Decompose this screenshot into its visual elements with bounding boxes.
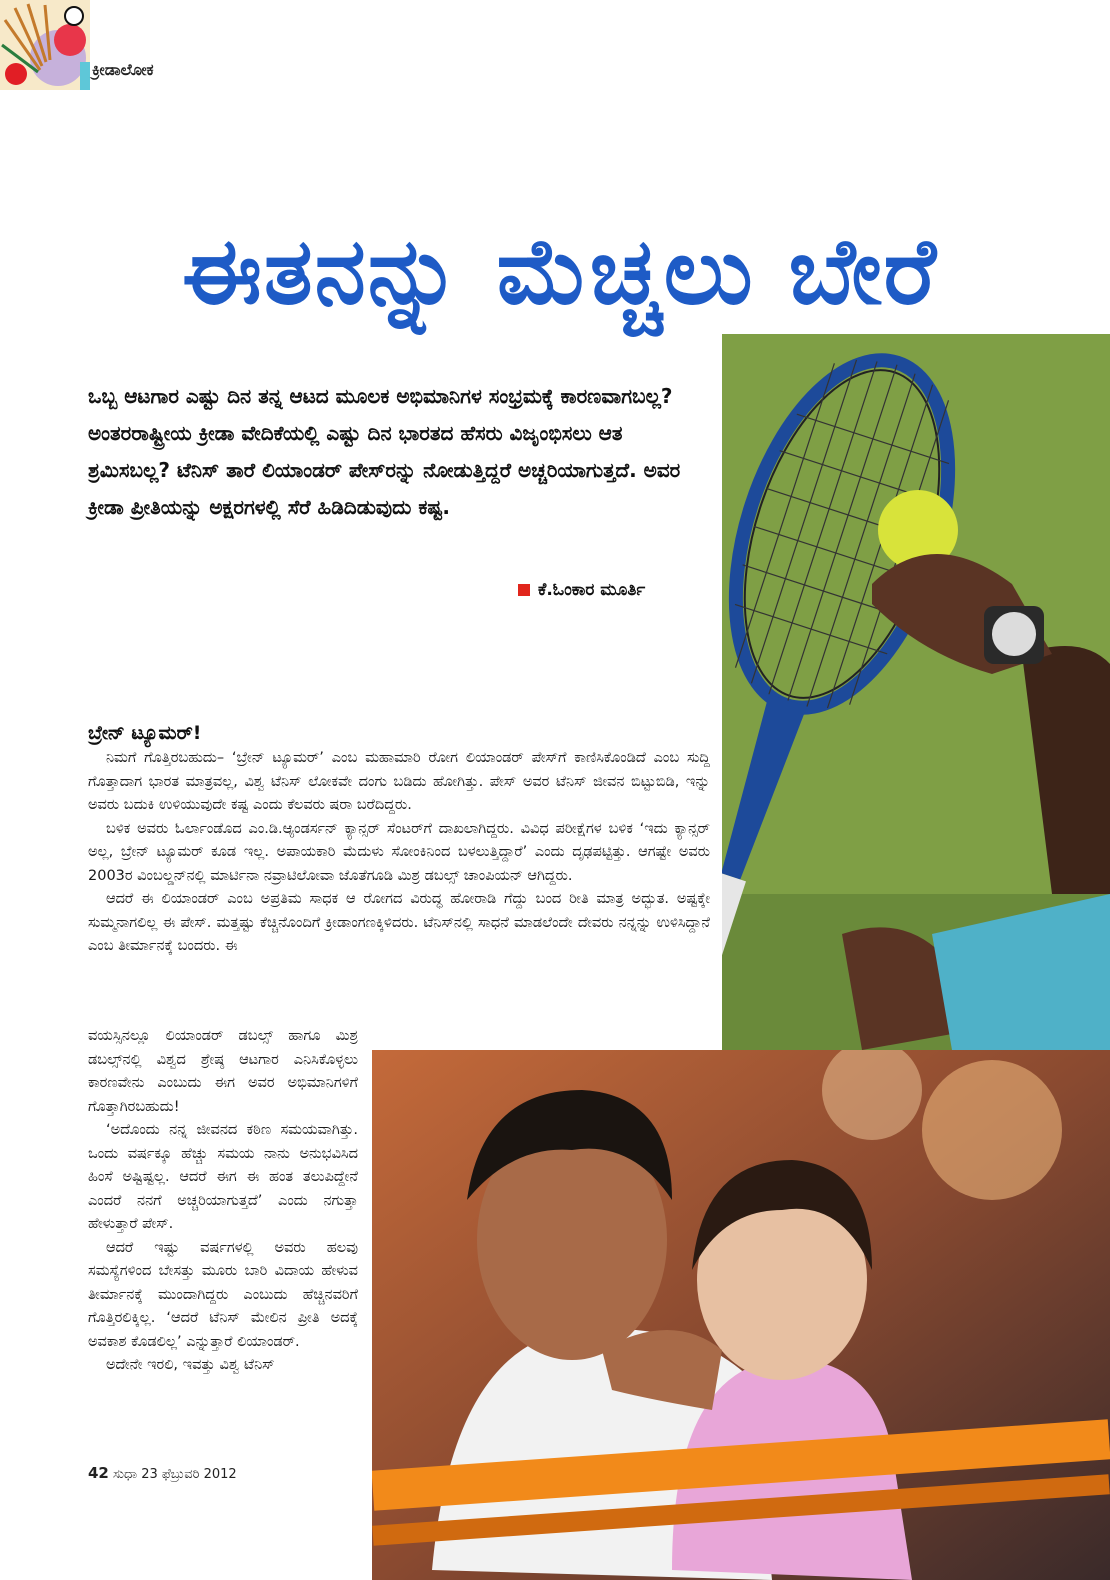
body-paragraph: ಆದರೆ ಇಷ್ಟು ವರ್ಷಗಳಲ್ಲಿ ಅವರು ಹಲವು ಸಮಸ್ಯೆಗಳಿಂದ ಬೇಸತ್ತು ಮೂರು ಬಾರಿ ವಿದಾಯ ಹೇಳುವ ತೀರ್ಮಾನಕ್ಕೆ ಮುಂದಾಗಿದ್ದರು ಎಂಬುದು ಹೆಚ್ಚಿನವರಿಗೆ ಗೊತ್ತಿರಲಿಕ್ಕಿಲ್ಲ. ‘ಆದರೆ ಟೆನಿಸ್ ಮೇಲಿನ ಪ್ರೀತಿ ಅದಕ್ಕೆ ಅವಕಾಶ ಕೊಡಲಿಲ್ಲ’ ಎನ್ನುತ್ತಾರೆ ಲಿಯಾಂಡರ್. — [88, 1239, 358, 1350]
lede-text: ಒಬ್ಬ ಆಟಗಾರ ಎಷ್ಟು ದಿನ ತನ್ನ ಆಟದ ಮೂಲಕ ಅಭಿಮಾನಿಗಳ ಸಂಭ್ರಮಕ್ಕೆ ಕಾರಣವಾಗಬಲ್ಲ? ಅಂತರರಾಷ್ಟ್ರೀಯ ಕ್ರೀಡಾ ವೇದಿಕೆಯಲ್ಲಿ ಎಷ್ಟು ದಿನ ಭಾರತದ ಹೆಸರು ವಿಜೃಂಭಿಸಲು ಆತ ಶ್ರಮಿಸಬಲ್ಲ? ಟೆನಿಸ್ ತಾರೆ ಲಿಯಾಂಡರ್ ಪೇಸ್‌ರನ್ನು ನೋಡುತ್ತಿದ್ದರೆ ಅಚ್ಚರಿಯಾಗುತ್ತದೆ. ಅವರ ಕ್ರೀಡಾ ಪ್ರೀತಿಯನ್ನು ಅಕ್ಷರಗಳಲ್ಲಿ ಸೆರೆ ಹಿಡಿದಿಡುವುದು ಕಷ್ಟ. — [88, 384, 681, 519]
byline — [518, 580, 645, 600]
body-paragraph: ಆದರೆ ಈ ಲಿಯಾಂಡರ್ ಎಂಬ ಅಪ್ರತಿಮ ಸಾಧಕ ಆ ರೋಗದ ವಿರುದ್ಧ ಹೋರಾಡಿ ಗೆದ್ದು ಬಂದ ರೀತಿ ಮಾತ್ರ ಅದ್ಭುತ. ಅಷ್ಟಕ್ಕೇ ಸುಮ್ಮನಾಗಲಿಲ್ಲ ಈ ಪೇಸ್. ಮತ್ತಷ್ಟು ಕೆಚ್ಚಿನೊಂದಿಗೆ ಕ್ರೀಡಾಂಗಣಕ್ಕಿಳಿದರು. ಟೆನಿಸ್‌ನಲ್ಲಿ ಸಾಧನೆ ಮಾಡಲೆಂದೇ ದೇವರು ನನ್ನನ್ನು ಉಳಿಸಿದ್ದಾನೆ ಎಂಬ ತೀರ್ಮಾನಕ್ಕೆ ಬಂದರು. ಈ — [88, 891, 710, 954]
body-paragraph: ಬಳಿಕ ಅವರು ಓರ್ಲಾಂಡೊದ ಎಂ.ಡಿ.ಆ್ಯಂಡರ್ಸನ್ ಕ್ಯಾನ್ಸರ್ ಸೆಂಟರ್‌ಗೆ ದಾಖಲಾಗಿದ್ದರು. ವಿವಿಧ ಪರೀಕ್ಷೆಗಳ ಬಳಿಕ ‘ಇದು ಕ್ಯಾನ್ಸರ್ ಅಲ್ಲ, ಬ್ರೇನ್ ಟ್ಯೂಮರ್ ಕೂಡ ಇಲ್ಲ. ಅಪಾಯಕಾರಿ ಮೆದುಳು ಸೋಂಕಿನಿಂದ ಬಳಲುತ್ತಿದ್ದಾರೆ’ ಎಂದು ದೃಢಪಟ್ಟಿತ್ತು. ಆಗಷ್ಟೇ ಅವರು 2003ರ ವಿಂಬಲ್ಡನ್‌ನಲ್ಲಿ ಮಾರ್ಟಿನಾ ನವ್ರಾಟಿಲೋವಾ ಜೊತೆಗೂಡಿ ಮಿಶ್ರ ಡಬಲ್ಸ್ ಚಾಂಪಿಯನ್ ಆಗಿದ್ದರು. — [88, 820, 710, 884]
section-logo — [0, 0, 90, 90]
tennis-racket-photo — [722, 334, 1110, 1050]
subhead: ಬ್ರೇನ್ ಟ್ಯೂಮರ್! — [88, 722, 202, 744]
section-label: ಕ್ರೀಡಾಲೋಕ — [92, 60, 154, 79]
body-text-wide — [88, 747, 710, 959]
body-paragraph: ವಯಸ್ಸಿನಲ್ಲೂ ಲಿಯಾಂಡರ್ ಡಬಲ್ಸ್ ಹಾಗೂ ಮಿಶ್ರ ಡಬಲ್ಸ್‌ನಲ್ಲಿ ವಿಶ್ವದ ಶ್ರೇಷ್ಠ ಆಟಗಾರ ಎನಿಸಿಕೊಳ್ಳಲು ಕಾರಣವೇನು ಎಂಬುದು ಈಗ ಅವರ ಅಭಿಮಾನಿಗಳಿಗೆ ಗೊತ್ತಾಗಿರಬಹುದು! — [88, 1028, 358, 1115]
magazine-name: ಸುಧಾ — [113, 1467, 138, 1482]
page-folio — [88, 1464, 237, 1482]
byline-marker — [518, 584, 530, 596]
player-with-daughter-photo — [372, 1050, 1110, 1580]
lede — [88, 378, 708, 526]
body-paragraph: ‘ಅದೊಂದು ನನ್ನ ಜೀವನದ ಕಠಿಣ ಸಮಯವಾಗಿತ್ತು. ಒಂದು ವರ್ಷಕ್ಕೂ ಹೆಚ್ಚು ಸಮಯ ನಾನು ಅನುಭವಿಸಿದ ಹಿಂಸೆ ಅಷ್ಟಿಷ್ಟಲ್ಲ. ಆದರೆ ಈಗ ಈ ಹಂತ ತಲುಪಿದ್ದೇನೆ ಎಂದರೆ ನನಗೆ ಅಚ್ಚರಿಯಾಗುತ್ತದೆ’ ಎಂದು ನಗುತ್ತಾ ಹೇಳುತ್ತಾರೆ ಪೇಸ್. — [88, 1122, 358, 1232]
body-paragraph: ನಿಮಗೆ ಗೊತ್ತಿರಬಹುದು– ‘ಬ್ರೇನ್ ಟ್ಯೂಮರ್’ ಎಂಬ ಮಹಾಮಾರಿ ರೋಗ ಲಿಯಾಂಡರ್ ಪೇಸ್‌ಗೆ ಕಾಣಿಸಿಕೊಂಡಿದೆ ಎಂಬ ಸುದ್ದಿ ಗೊತ್ತಾದಾಗ ಭಾರತ ಮಾತ್ರವಲ್ಲ, ವಿಶ್ವ ಟೆನಿಸ್ ಲೋಕವೇ ದಂಗು ಬಡಿದು ಹೋಗಿತ್ತು. ಪೇಸ್ ಅವರ ಟೆನಿಸ್ ಜೀವನ ಬಿಟ್ಟುಬಿಡಿ, ಇನ್ನು ಅವರು ಬದುಕಿ ಉಳಿಯುವುದೇ ಕಷ್ಟ ಎಂದು ಕೆಲವರು ಷರಾ ಬರೆದಿದ್ದರು. — [88, 750, 710, 813]
body-paragraph: ಅದೇನೇ ಇರಲಿ, ಇವತ್ತು ವಿಶ್ವ ಟೆನಿಸ್ — [106, 1357, 275, 1373]
headline: ಈತನನ್ನು ಮೆಚ್ಚಲು ಬೇರೆ — [181, 217, 938, 325]
byline-author: ಕೆ.ಓಂಕಾರ ಮೂರ್ತಿ — [538, 580, 646, 600]
body-text-narrow — [88, 1025, 358, 1378]
issue-date: 23 ಫೆಬ್ರುವರಿ 2012 — [141, 1467, 237, 1482]
page-number: 42 — [88, 1464, 109, 1482]
